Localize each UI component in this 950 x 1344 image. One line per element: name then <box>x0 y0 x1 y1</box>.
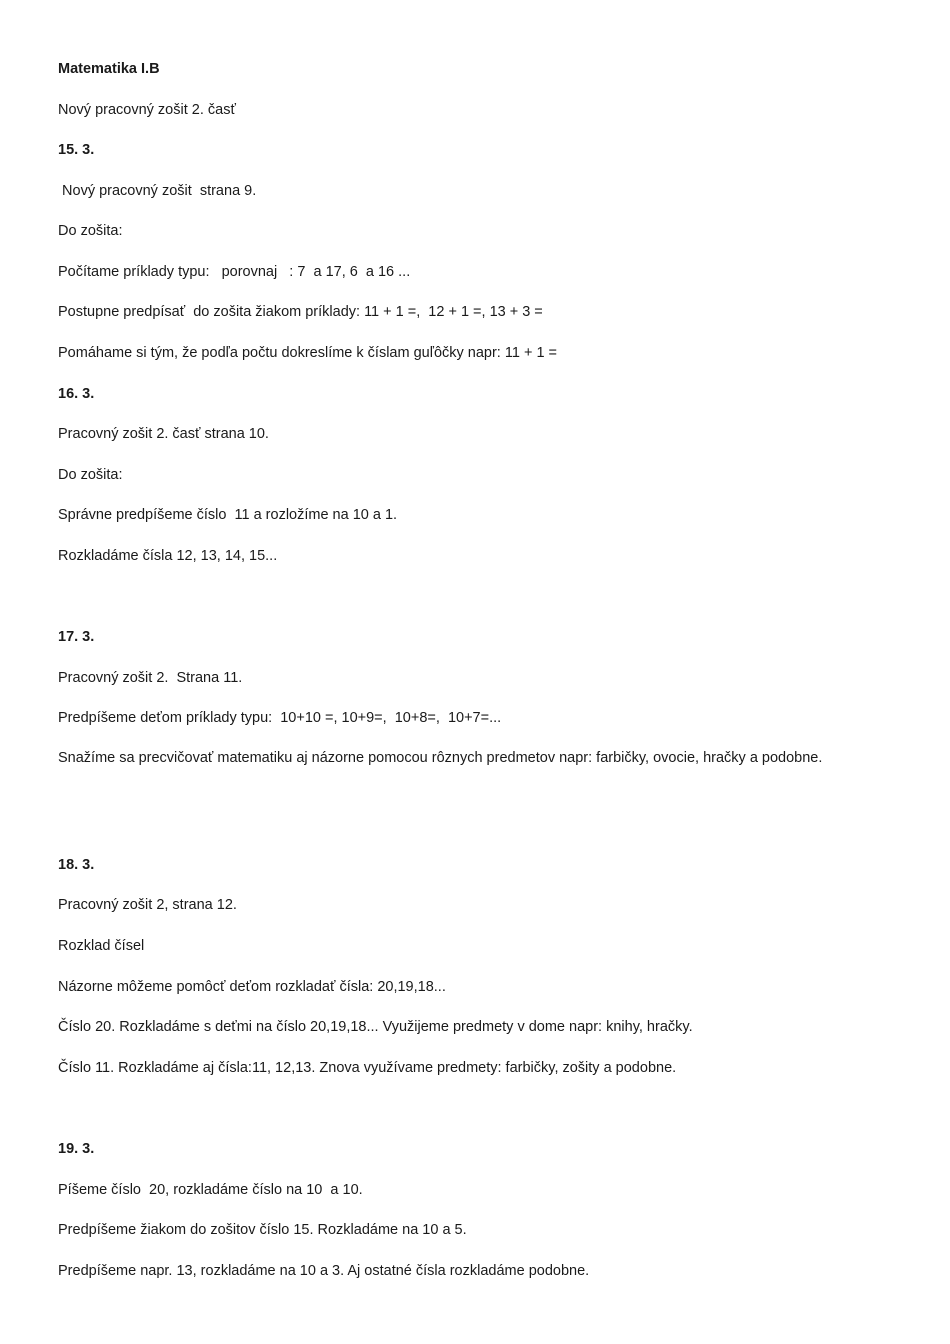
paragraph: Snažíme sa precvičovať matematiku aj názorne pomocou rôznych predmetov napr: farbičky, ovocie, hračky a podobne. <box>58 750 823 766</box>
paragraph: Predpíšeme deťom príklady typu: 10+10 =, 10+9=, 10+8=, 10+7=... <box>58 710 502 726</box>
paragraph: Pracovný zošit 2. Strana 11. <box>58 670 243 686</box>
paragraph: Rozkladáme čísla 12, 13, 14, 15... <box>58 548 278 564</box>
paragraph: Predpíšeme napr. 13, rozkladáme na 10 a 3. Aj ostatné čísla rozkladáme podobne. <box>58 1263 590 1279</box>
section-date: 18. 3. <box>58 857 95 873</box>
document-title: Matematika I.B <box>58 61 160 77</box>
paragraph: Číslo 20. Rozkladáme s deťmi na číslo 20,19,18... Využijeme predmety v dome napr: knihy, hračky. <box>58 1019 693 1035</box>
paragraph: Pracovný zošit 2, strana 12. <box>58 897 237 913</box>
paragraph: Rozklad čísel <box>58 938 145 954</box>
section-date: 16. 3. <box>58 386 95 402</box>
paragraph: Predpíšeme žiakom do zošitov číslo 15. Rozkladáme na 10 a 5. <box>58 1222 467 1238</box>
paragraph: Do zošita: <box>58 223 123 239</box>
paragraph: Pracovný zošit 2. časť strana 10. <box>58 426 269 442</box>
paragraph: Počítame príklady typu: porovnaj : 7 a 17, 6 a 16 ... <box>58 264 411 280</box>
paragraph: Postupne predpísať do zošita žiakom príklady: 11 + 1 =, 12 + 1 =, 13 + 3 = <box>58 304 543 320</box>
paragraph: Správne predpíšeme číslo 11 a rozložíme na 10 a 1. <box>58 507 398 523</box>
section-date: 15. 3. <box>58 142 95 158</box>
paragraph: Pomáhame si tým, že podľa počtu dokreslíme k číslam guľôčky napr: 11 + 1 = <box>58 345 558 361</box>
section-date: 19. 3. <box>58 1141 95 1157</box>
document-subtitle: Nový pracovný zošit 2. časť <box>58 102 236 118</box>
paragraph: Nový pracovný zošit strana 9. <box>58 183 257 199</box>
paragraph: Do zošita: <box>58 467 123 483</box>
paragraph: Číslo 11. Rozkladáme aj čísla:11, 12,13. Znova využívame predmety: farbičky, zošity a podobne. <box>58 1060 677 1076</box>
section-date: 17. 3. <box>58 629 95 645</box>
paragraph: Píšeme číslo 20, rozkladáme číslo na 10 a 10. <box>58 1182 363 1198</box>
paragraph: Názorne môžeme pomôcť deťom rozkladať čísla: 20,19,18... <box>58 979 446 995</box>
